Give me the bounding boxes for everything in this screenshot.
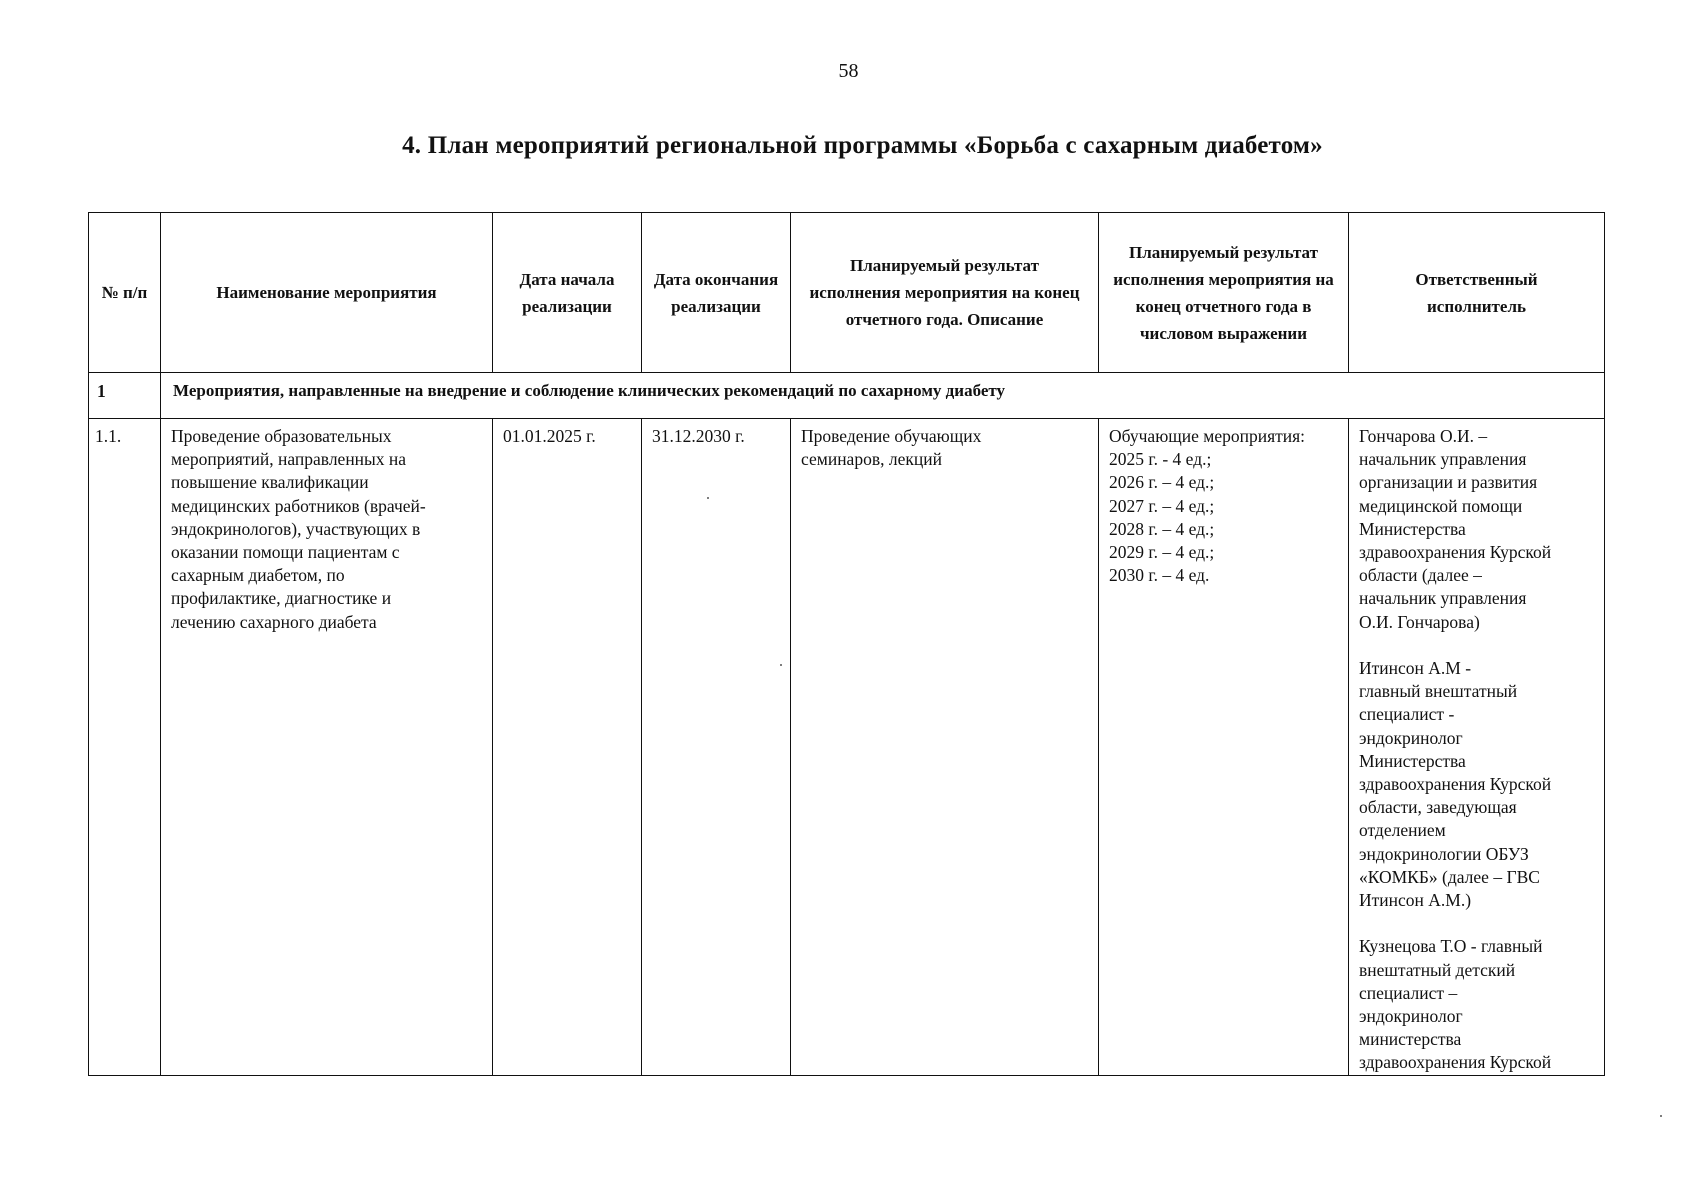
scan-speck (780, 664, 782, 666)
paragraph-gap (1359, 634, 1596, 657)
text-line: здравоохранения Курской (1359, 1052, 1552, 1073)
row-start-date: 01.01.2025 г. (503, 426, 596, 446)
text-line: главный внештатный (1359, 681, 1518, 702)
text-line: Итинсон А.М.) (1359, 890, 1472, 911)
plan-table (88, 212, 1605, 1076)
text-line: Министерства (1359, 518, 1466, 539)
row-result-numeric-cell (1099, 419, 1349, 1076)
text-line: Кузнецова Т.О - главный (1359, 936, 1543, 957)
section-number: 1 (89, 373, 161, 419)
row-number: 1.1. (95, 426, 122, 446)
row-responsible (1349, 419, 1604, 1075)
text-line: «КОМКБ» (далее – ГВС (1359, 866, 1540, 887)
text-line: повышение квалификации (171, 472, 369, 493)
header-responsible: Ответственный исполнитель (1349, 213, 1605, 373)
section-title: Мероприятия, направленные на внедрение и соблюдение клинических рекомендаций по сахарному диабету (161, 373, 1605, 419)
text-line: организации и развития (1359, 472, 1538, 493)
header-result-description: Планируемый результат исполнения мероприятия на конец отчетного года. Описание (791, 213, 1099, 373)
text-line: Проведение обучающих (801, 426, 982, 446)
text-line: специалист – (1359, 982, 1458, 1003)
scan-speck (707, 497, 709, 499)
text-line: 2025 г. - 4 ед.; (1109, 449, 1212, 470)
text-line: эндокринолог (1359, 727, 1463, 748)
section-row (89, 373, 1605, 419)
text-line: области (далее – (1359, 565, 1482, 586)
text-line: начальник управления (1359, 449, 1527, 470)
text-line: специалист - (1359, 704, 1455, 725)
scan-speck (1660, 1115, 1662, 1117)
row-start-cell (493, 419, 642, 1076)
text-line: эндокринологов), участвующих в (171, 518, 421, 539)
document-title: 4. План мероприятий региональной программы «Борьба с сахарным диабетом» (402, 132, 1323, 159)
page-number: 58 (838, 60, 859, 82)
text-line: Гончарова О.И. – (1359, 426, 1488, 446)
text-line: оказании помощи пациентам с (171, 542, 400, 563)
text-line: мероприятий, направленных на (171, 449, 407, 470)
text-line: Министерства (1359, 750, 1466, 771)
text-line: министерства (1359, 1029, 1462, 1050)
text-line: области, заведующая (1359, 797, 1517, 818)
row-name (161, 419, 492, 634)
table-header-row (89, 213, 1605, 373)
text-line: Обучающие мероприятия: (1109, 426, 1306, 446)
text-line: эндокринологии ОБУЗ (1359, 843, 1529, 864)
text-line: медицинской помощи (1359, 495, 1523, 516)
text-line: лечению сахарного диабета (171, 611, 377, 632)
text-line: 2028 г. – 4 ед.; (1109, 518, 1215, 539)
text-line: О.И. Гончарова) (1359, 611, 1480, 632)
text-line: Проведение образовательных (171, 426, 392, 446)
text-line: сахарным диабетом, по (171, 565, 345, 586)
header-start-date: Дата начала реализации (493, 213, 642, 373)
text-line: 2029 г. – 4 ед.; (1109, 542, 1215, 563)
text-line: 2026 г. – 4 ед.; (1109, 472, 1215, 493)
text-line: медицинских работников (врачей- (171, 495, 426, 516)
text-line: здравоохранения Курской (1359, 542, 1552, 563)
text-line: отделением (1359, 820, 1446, 841)
text-line: семинаров, лекций (801, 449, 942, 470)
text-line: Итинсон А.М - (1359, 658, 1472, 679)
text-line: начальник управления (1359, 588, 1527, 609)
text-line: профилактике, диагностике и (171, 588, 392, 609)
header-num: № п/п (89, 213, 161, 373)
text-line: внештатный детский (1359, 959, 1516, 980)
text-line: 2027 г. – 4 ед.; (1109, 495, 1215, 516)
row-end-date: 31.12.2030 г. (652, 426, 745, 446)
table-row (89, 419, 1605, 1076)
text-line: эндокринолог (1359, 1006, 1463, 1027)
row-result-description-cell (791, 419, 1099, 1076)
row-end-cell (642, 419, 791, 1076)
row-result-description (791, 419, 1098, 471)
paragraph-gap (1359, 912, 1596, 935)
row-result-numeric (1099, 419, 1348, 587)
row-responsible-cell (1349, 419, 1605, 1076)
text-line: 2030 г. – 4 ед. (1109, 565, 1210, 586)
header-name: Наименование мероприятия (161, 213, 493, 373)
row-number-cell (89, 419, 161, 1076)
row-name-cell (161, 419, 493, 1076)
text-line: здравоохранения Курской (1359, 774, 1552, 795)
header-result-numeric: Планируемый результат исполнения мероприятия на конец отчетного года в числовом выражении (1099, 213, 1349, 373)
header-end-date: Дата окончания реализации (642, 213, 791, 373)
